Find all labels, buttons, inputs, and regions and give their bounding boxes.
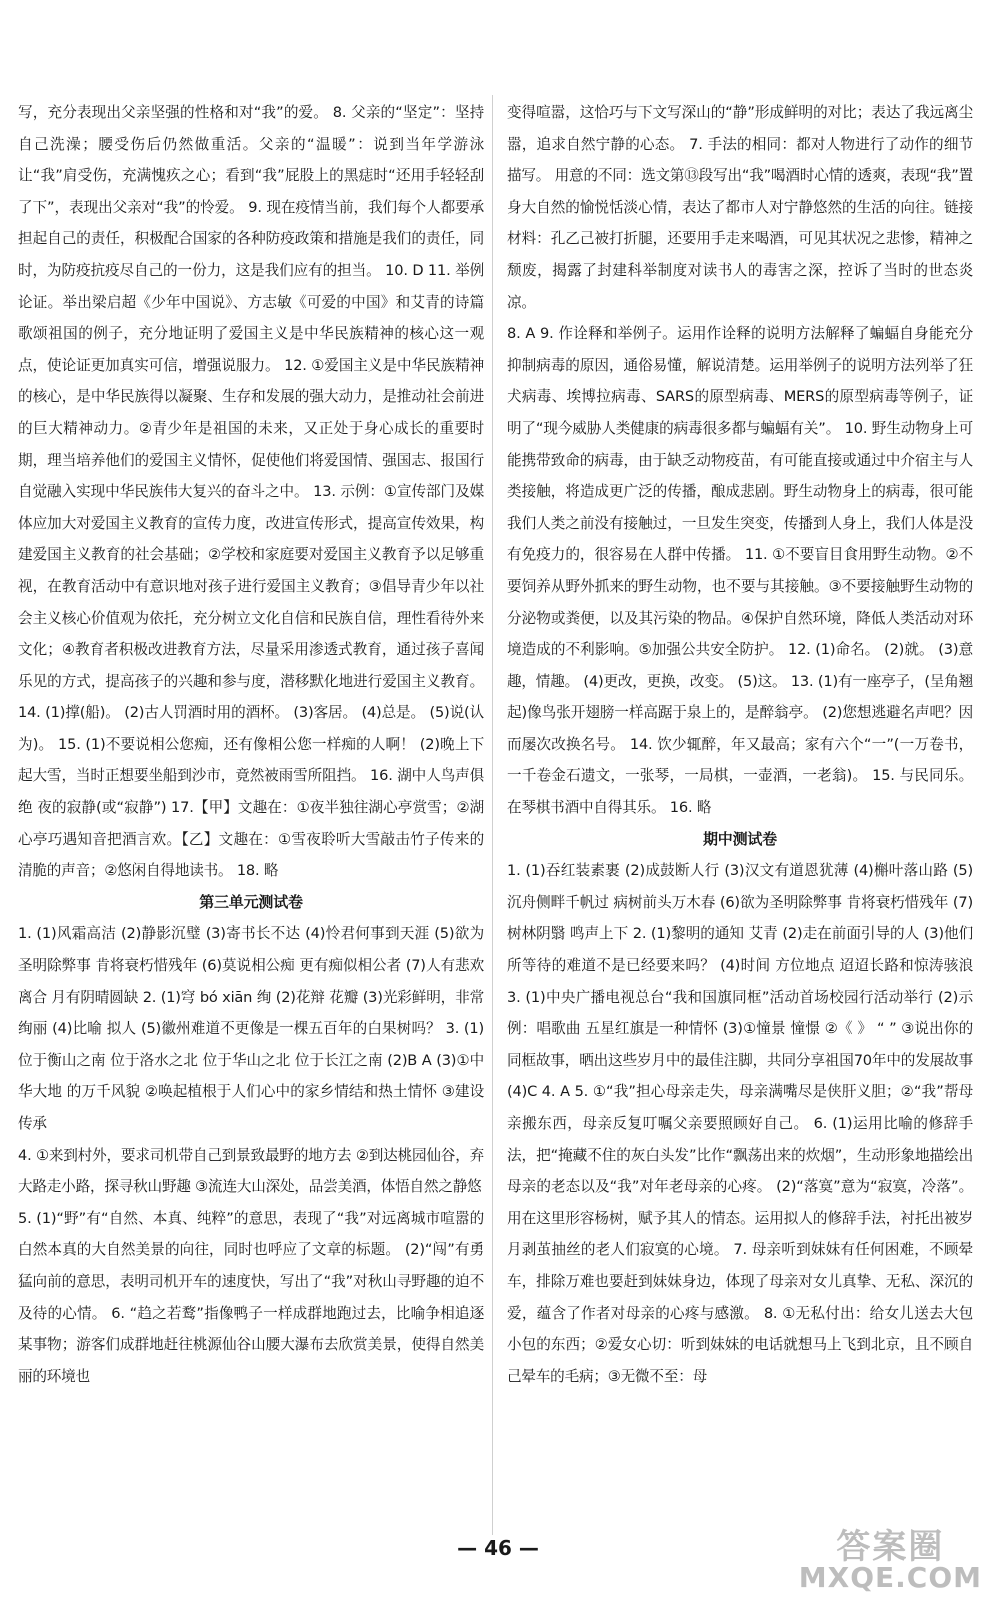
section-heading: 第三单元测试卷 — [199, 892, 303, 911]
answer-paragraph: 8. A 9. 作诠释和举例子。运用作诠释的说明方法解释了蝙蝠自身能充分抑制病毒的原因，通俗易懂，解说清楚。运用举例子的说明方法列举了狂犬病毒、埃博拉病毒、SARS的原型病毒、MERS的原型病毒等例子，证明了“现今威胁人类健康的病毒很多都与蝙蝠有关”。 10. 野生动物身上可能携带致命的病毒，由于缺乏动物疫苗，有可能直接或通过中介宿主与人类接触，将造成更广泛的传播，酿成悲剧。野生动物身上的病毒，很可能我们人类之前没有接触过，一旦发生突变，传播到人身上，我们人体是没有免疫力的，很容易在人群中传播。 11. ①不要盲目食用野生动物。②不要饲养从野外抓来的野生动物，也不要与其接触。③不要接触野生动物的分泌物或粪便，以及其污染的物品。④保护自然环境，降低人类活动对环境造成的不利影响。⑤加强公共安全防护。 12. (1)命名。 (2)就。 (3)意趣，情趣。 (4)更改，更换，改变。 (5)这。 13. (1)有一座亭子，(呈角翘起)像鸟张开翅膀一样高踞于泉上的，是醉翁亭。 (2)您想逃避名声吧？因而屡次改换名号。 14. 饮少辄醉，年又最高；家有六个“一”(一万卷书，一千卷金石遗文，一张琴，一局棋，一壶酒，一老翁)。 15. 与民同乐。在琴棋书酒中自得其乐。 16. 略 — [507, 325, 973, 817]
answer-paragraph: 变得喧嚣，这恰巧与下文写深山的“静”形成鲜明的对比；表达了我远离尘嚣，追求自然宁静的心态。 7. 手法的相同：都对人物进行了动作的细节描写。 用意的不同：选文第⑬段写出“我”喝酒时心情的透爽，表现“我”置身大自然的愉悦恬淡心情，表达了都市人对宁静悠然的生活的向往。链接材料：孔乙己被打折腿，还要用手走来喝酒，可见其状况之悲惨，精神之颓废，揭露了封建科举制度对读书人的毒害之深，控诉了当时的世态炎凉。 — [507, 104, 973, 311]
answer-paragraph: 1. (1)吞红装素裹 (2)成鼓断人行 (3)汉文有道恩犹薄 (4)槲叶落山路 (5)沉舟侧畔千帆过 病树前头万木春 (6)欲为圣明除弊事 肯将衰朽惜残年 (7)树林阴翳 鸣声上下 2. (1)黎明的通知 艾青 (2)走在前面引导的人 (3)他们所等待的难道不是已经要来吗？ (4)时间 方位地点 迢迢长路和惊涛骇浪 3. (1)中央广播电视总台“我和国旗同框”活动首场校园行活动举行 (2)示例：唱歌曲 五星红旗是一种情怀 (3)①憧景 憧憬 ②《 》 “ ” ③说出你的同框故事，晒出这些岁月中的最佳注脚，共同分享祖国70年中的发展故事 (4)C 4. A 5. ①“我”担心母亲走失，母亲满嘴尽是侠肝义胆；②“我”帮母亲搬东西，母亲反复叮嘱父亲要照顾好自己。 6. (1)运用比喻的修辞手法，把“掩藏不住的灰白头发”比作“飘荡出来的炊烟”，生动形象地描绘出母亲的老态以及“我”对年老母亲的心疼。 (2)“落寞”意为“寂寞，冷落”。用在这里形容杨树，赋予其人的情态。运用拟人的修辞手法，衬托出被岁月剥茧抽丝的老人们寂寞的心境。 7. 母亲听到妹妹有任何困难，不顾晕车，排除万难也要赶到妹妹身边，体现了母亲对女儿真挚、无私、深沉的爱，蕴含了作者对母亲的心疼与感激。 8. ①无私付出：给女儿送去大包小包的东西；②爱女心切：听到妹妹的电话就想马上飞到北京，且不顾自己晕车的毛病；③无微不至：母 — [507, 862, 973, 1385]
answer-paragraph: 4. ①来到村外，要求司机带自己到景致最野的地方去 ②到达桃园仙谷，弃大路走小路，探寻秋山野趣 ③流连大山深处，品尝美酒，体悟自然之静悠 — [18, 1146, 484, 1196]
watermark-logo — [798, 1527, 982, 1594]
answer-paragraph: 写，充分表现出父亲坚强的性格和对“我”的爱。 8. 父亲的“坚定”：坚持自己洗澡；腰受伤后仍然做重活。父亲的“温暖”：说到当年学游泳让“我”肩受伤，充满愧疚之心；看到“我”屁股上的黑痣时“还用手轻轻刮了下”，表现出父亲对“我”的怜爱。 9. 现在疫情当前，我们每个人都要承担起自己的责任，积极配合国家的各种防疫政策和措施是我们的责任，同时，为防疫抗疫尽自己的一份力，这是我们应有的担当。 10. D 11. 举例论证。举出梁启超《少年中国说》、方志敏《可爱的中国》和艾青的诗篇歌颂祖国的例子，充分地证明了爱国主义是中华民族精神的核心这一观点，使论证更加真实可信，增强说服力。 12. ①爱国主义是中华民族精神的核心，是中华民族得以凝聚、生存和发展的强大动力，是推动社会前进的巨大精神动力。②青少年是祖国的未来，又正处于身心成长的重要时期，理当培养他们的爱国主义情怀，促使他们将爱国情、强国志、报国行自觉融入实现中华民族伟大复兴的奋斗之中。 13. 示例：①宣传部门及媒体应加大对爱国主义教育的宣传力度，改进宣传形式，提高宣传效果，构建爱国主义教育的社会基础；②学校和家庭要对爱国主义教育予以足够重视，在教育活动中有意识地对孩子进行爱国主义教育；③倡导青少年以社会主义核心价值观为依托，充分树立文化自信和民族自信，理性看待外来文化；④教育者积极改进教育方法，尽量采用渗透式教育，通过孩子喜闻乐见的方式，提高孩子的兴趣和参与度，潜移默化地进行爱国主义教育。 14. (1)撑(船)。 (2)古人罚酒时用的酒杯。 (3)客居。 (4)总是。 (5)说(认为)。 15. (1)不要说相公您痴，还有像相公您一样痴的人啊！ (2)晚上下起大雪，当时正想要坐船到沙市，竟然被雨雪所阻挡。 16. 湖中人鸟声俱绝 夜的寂静(或“寂静”) 17.【甲】文趣在：①夜半独往湖心亭赏雪；②湖心亭巧遇知音把酒言欢。【乙】文趣在：①雪夜聆听大雪敲击竹子传来的清脆的声音；②悠闲自得地读书。 18. 略 — [18, 104, 484, 880]
column-divider — [492, 95, 493, 1535]
answer-paragraph: 1. (1)风霜高洁 (2)静影沉璧 (3)寄书长不达 (4)怜君何事到天涯 (5)欲为圣明除弊事 肯将衰朽惜残年 (6)莫说相公痴 更有痴似相公者 (7)人有悲欢离合 月有阴晴圆缺 2. (1)穹 bó xiān 绚 (2)花辩 花瓣 (3)光彩鲜明，非常绚丽 (4)比喻 拟人 (5)徽州难道不更像是一棵五百年的白果树吗？ 3. (1)位于衡山之南 位于洛水之北 位于华山之北 位于长江之南 (2)B A (3)①中华大地 的万千风貌 ②唤起植根于人们心中的家乡情结和热土情怀 ③建设 传承 — [18, 925, 484, 1132]
page-number: — 46 — — [457, 1536, 539, 1560]
answer-paragraph: 5. (1)“野”有“自然、本真、纯粹”的意思，表现了“我”对远离城市喧嚣的白然本真的大自然美景的向往，同时也呼应了文章的标题。 (2)“闯”有勇猛向前的意思，表明司机开车的速度快，写出了“我”对秋山寻野趣的迫不及待的心情。 6. “趋之若鹜”指像鸭子一样成群地跑过去，比喻争相追逐某事物；游客们成群地赶往桃源仙谷山腰大瀑布去欣赏美景，使得自然美丽的环境也 — [18, 1209, 484, 1385]
watermark-url: MXQE.COM — [798, 1561, 982, 1594]
section-heading: 期中测试卷 — [702, 829, 777, 848]
watermark-text: 答案圈 — [836, 1527, 945, 1567]
right-column — [507, 97, 973, 1392]
left-column — [18, 97, 484, 1392]
